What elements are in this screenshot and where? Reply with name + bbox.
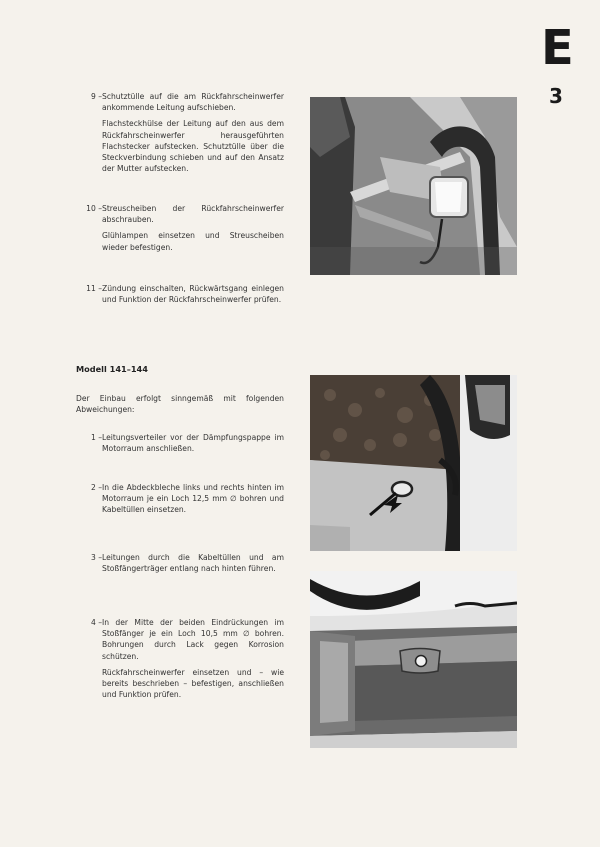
bumper-illustration <box>310 571 517 748</box>
step-text: Schutztülle auf die am Rückfahrscheinwerfer ankommende Leitung aufschieben. <box>102 92 284 113</box>
step-text: Leitungen durch die Kabeltüllen und am Stoßfängerträger entlang nach hinten führen. <box>102 553 284 574</box>
step-text: In die Abdeckbleche links und rechts hinten im Motorraum je ein Loch 12,5 mm ∅ bohren und Kabeltüllen einsetzen. <box>102 483 284 515</box>
step-number: 10 – <box>86 204 102 213</box>
step-text: Zündung einschalten, Rückwärtsgang einlegen und Funktion der Rückfahrscheinwerfer prüfen. <box>102 284 284 305</box>
photo-engine-compartment-grommet <box>310 375 517 551</box>
section-letter: E <box>541 20 574 76</box>
step-text: Rückfahrscheinwerfer einsetzen und – wie bereits beschrieben – befestigen, anschließen und Funktion prüfen. <box>102 667 284 700</box>
step-4 <box>84 617 284 700</box>
model-heading: Modell 141–144 <box>76 364 148 374</box>
step-1 <box>84 432 284 454</box>
engine-compartment-illustration <box>310 375 517 551</box>
step-number: 11 – <box>86 284 102 293</box>
page-number: 3 <box>549 84 563 108</box>
step-text: Glühlampen einsetzen und Streuscheiben wieder befestigen. <box>102 231 284 252</box>
step-9 <box>84 91 284 174</box>
step-2 <box>84 482 284 516</box>
step-11 <box>84 283 284 305</box>
photo-bumper-hole <box>310 571 517 748</box>
photo-reverse-light-mounted <box>310 97 517 275</box>
step-number: 9 – <box>90 92 102 101</box>
step-text: In der Mitte der beiden Eindrückungen im Stoßfänger je ein Loch 10,5 mm ∅ bohren. Bohrungen durch Lack gegen Korrosion schützen. <box>102 618 284 661</box>
step-number: 4 – <box>90 618 102 627</box>
step-number: 1 – <box>90 433 102 442</box>
model-intro: Der Einbau erfolgt sinngemäß mit folgenden Abweichungen: <box>76 394 284 415</box>
step-number: 3 – <box>90 553 102 562</box>
step-10 <box>84 203 284 253</box>
step-text: Leitungsverteiler vor der Dämpfungspappe im Motorraum anschließen. <box>102 433 284 454</box>
step-3 <box>84 552 284 574</box>
step-number: 2 – <box>90 483 102 492</box>
step-text: Streuscheiben der Rückfahrscheinwerfer abschrauben. <box>102 204 284 225</box>
reverse-light-illustration <box>310 97 517 275</box>
step-text: Flachsteckhülse der Leitung auf den aus dem Rückfahrscheinwerfer herausgeführten Flachstecker aufstecken. Schutztülle über die Steckverbindung schieben und auf den Ansatz der Mutter aufstecken. <box>102 119 284 174</box>
